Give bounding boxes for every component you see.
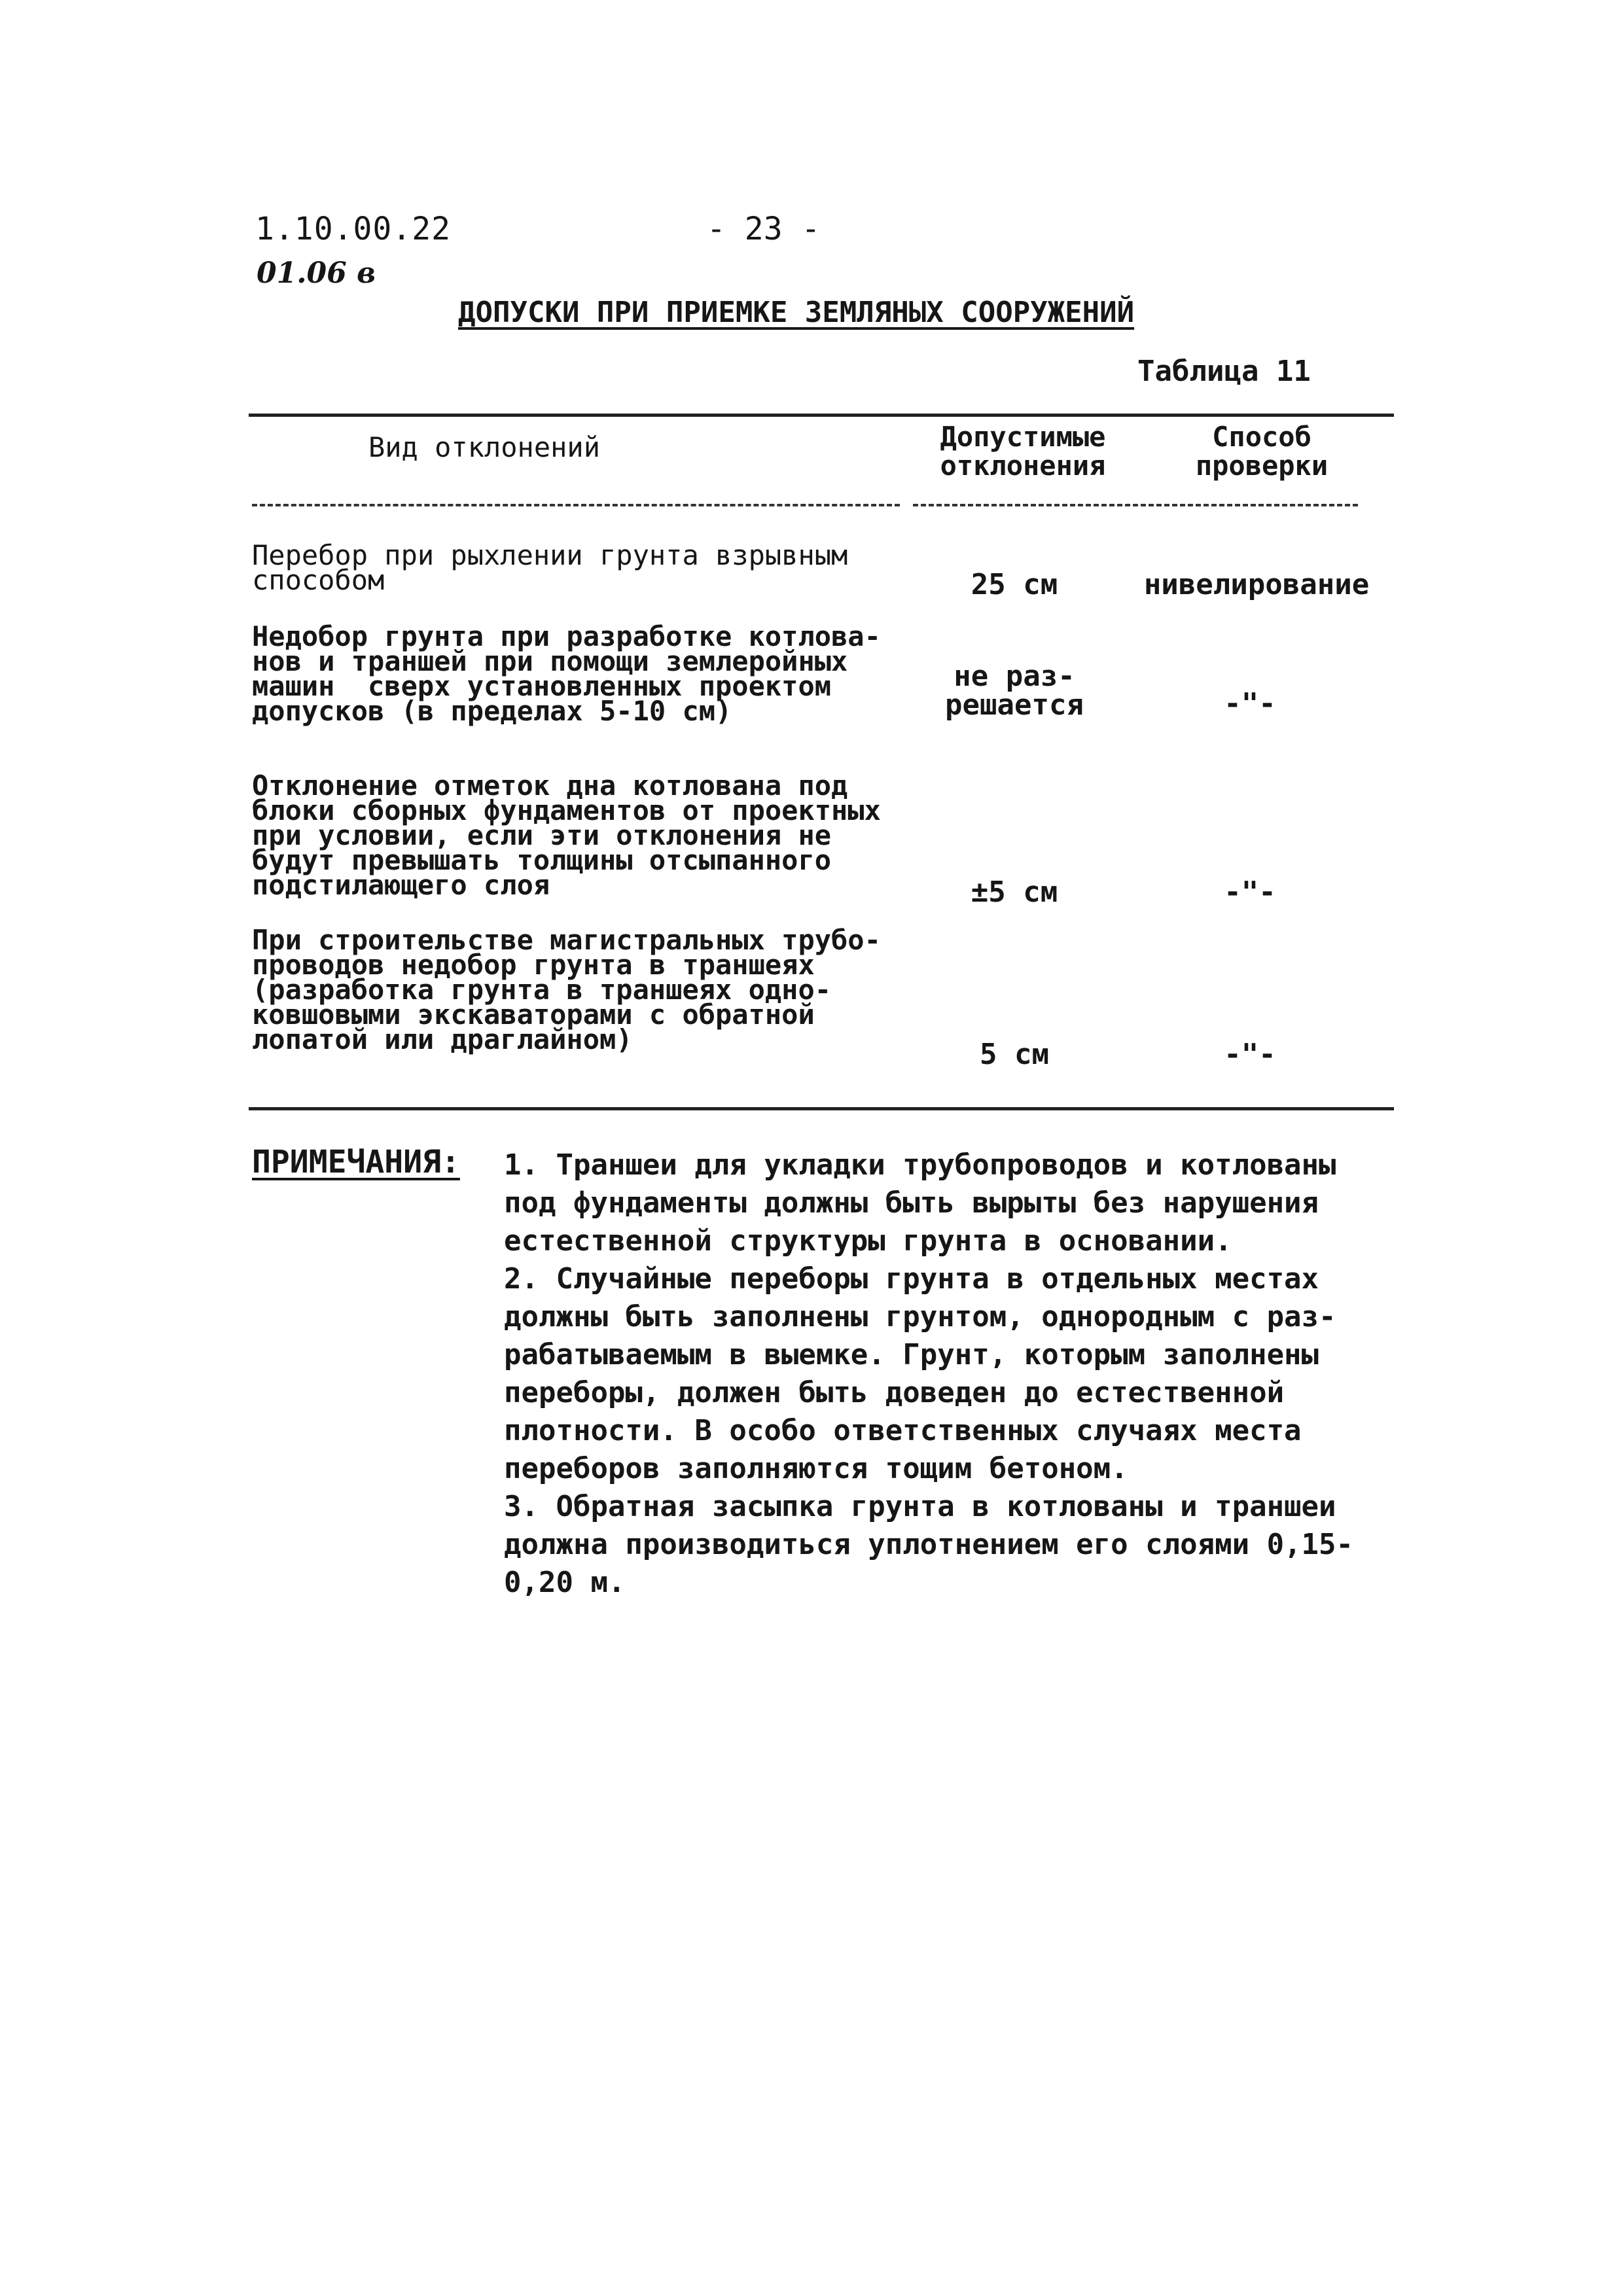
table-row-1-method: нивелирование xyxy=(1143,568,1370,601)
note-line: 2. Случайные переборы грунта в отдельных местах xyxy=(504,1262,1319,1296)
table-row-4-description: При строительстве магистральных трубо- проводов недобор грунта в траншеях (разработка грунта в траншеях одно- ковшовыми экскаваторами с обратной лопатой или драглайном) xyxy=(252,924,881,1055)
table-top-rule xyxy=(249,414,1394,417)
table-row-1-description: Перебор при рыхлении грунта взрывным способом xyxy=(252,539,848,596)
note-line: плотности. В особо ответственных случаях места xyxy=(504,1414,1302,1447)
note-line: 1. Траншеи для укладки трубопроводов и котлованы xyxy=(504,1148,1336,1182)
note-line: естественной структуры грунта в основании. xyxy=(504,1224,1232,1258)
note-line: 3. Обратная засыпка грунта в котлованы и траншеи xyxy=(504,1490,1336,1523)
document-code: 1.10.00.22 xyxy=(255,211,451,247)
note-line: переборов заполняются тощим бетоном. xyxy=(504,1452,1128,1485)
notes-body xyxy=(504,1146,1353,1602)
table-row-3-tolerance: ±5 см xyxy=(971,875,1058,909)
table-bottom-rule xyxy=(249,1107,1394,1110)
table-label: Таблица 11 xyxy=(1137,355,1311,388)
table-row-3-method: -"- xyxy=(1224,875,1276,909)
table-row-4-tolerance: 5 см xyxy=(980,1038,1049,1071)
note-line: должна производиться уплотнением его слоями 0,15- xyxy=(504,1528,1354,1561)
table-row-2-method: -"- xyxy=(1224,687,1276,720)
note-line: рабатываемым в выемке. Грунт, которым заполнены xyxy=(504,1338,1319,1371)
header-rule-col23 xyxy=(913,504,1358,506)
note-line: переборы, должен быть доведен до естественной xyxy=(504,1376,1285,1409)
column-header-deviation-type: Вид отклонений xyxy=(368,431,600,463)
notes-label: ПРИМЕЧАНИЯ: xyxy=(252,1144,460,1180)
column-header-tolerance: Допустимые отклонения xyxy=(940,421,1106,482)
table-row-2-tolerance: не раз- решается xyxy=(945,660,1084,722)
table-row-1-tolerance: 25 см xyxy=(971,568,1058,601)
column-header-method: Способ проверки xyxy=(1195,421,1329,482)
header-rule-col1 xyxy=(252,504,900,506)
note-line: 0,20 м. xyxy=(504,1566,626,1599)
table-row-3-description: Отклонение отметок дна котлована под блоки сборных фундаментов от проектных при условии, если эти отклонения не будут превышать толщины отсыпанного подстилающего слоя xyxy=(252,769,881,901)
document-mark: 01.06 в xyxy=(257,256,376,290)
table-row-4-method: -"- xyxy=(1224,1038,1276,1071)
page-title: ДОПУСКИ ПРИ ПРИЕМКЕ ЗЕМЛЯНЫХ СООРУЖЕНИЙ xyxy=(458,296,1135,329)
table-row-2-description: Недобор грунта при разработке котлова- нов и траншей при помощи землеройных машин сверх установленных проектом допусков (в пределах 5-10 см) xyxy=(252,620,881,727)
note-line: должны быть заполнены грунтом, однородным с раз- xyxy=(504,1300,1336,1333)
note-line: под фундаменты должны быть вырыты без нарушения xyxy=(504,1186,1319,1220)
page-number: - 23 - xyxy=(707,211,821,247)
